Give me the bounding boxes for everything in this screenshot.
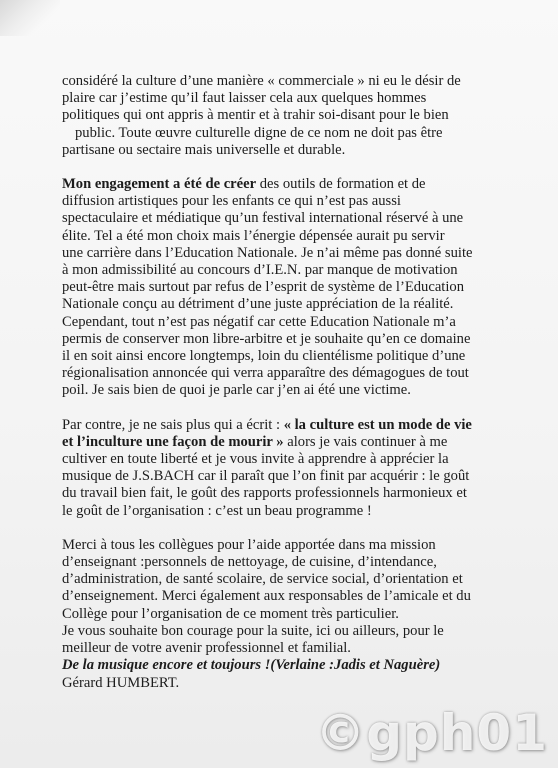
- text-line: poil. Je sais bien de quoi je parle car j’en ai été une victime.: [62, 382, 411, 399]
- text-line: Cependant, tout n’est pas négatif car cette Education Nationale m’a: [62, 313, 456, 330]
- text-line: il en soit ainsi encore longtemps, loin du clientélisme politique d’une: [62, 348, 466, 365]
- text-line: d’administration, de santé scolaire, de service social, d’orientation et: [62, 571, 463, 588]
- text-line: meilleur de votre avenir professionnel et familial.: [62, 640, 351, 657]
- signature: Gérard HUMBERT.: [62, 674, 180, 691]
- text-line: [62, 417, 540, 434]
- text-line: considéré la culture d’une manière « commerciale » ni eu le désir de: [62, 73, 461, 89]
- page-corner-shadow: [0, 0, 60, 36]
- text-line: du travail bien fait, le goût des rapports professionnels harmonieux et: [62, 485, 467, 502]
- text-line: peut-être mais surtout par refus de l’esprit de système de l’Education: [62, 279, 465, 296]
- text-run: Par contre, je ne sais plus qui a écrit :: [62, 416, 284, 433]
- text-line: à mon admissibilité au concours d’I.E.N. par manque de motivation: [62, 262, 458, 279]
- text-line: élite. Tel a été mon choix mais l’énergie dépensée aurait pu servir: [62, 227, 445, 244]
- paragraph-quote: [62, 417, 540, 520]
- text-line: politiques qui ont appris à mentir et à trahir soi-disant pour le bien: [62, 107, 449, 124]
- text-line: régionalisation annoncée qui verra apparaître des démagogues de tout: [62, 365, 469, 382]
- text-line: d’enseignement. Merci également aux responsables de l’amicale et du: [62, 588, 471, 605]
- bold-quote: et l’inculture une façon de mourir »: [62, 433, 284, 450]
- text-line: une carrière dans l’Education Nationale. Je n’ai même pas donné suite: [62, 244, 473, 261]
- text-line: le goût de l’organisation : c’est un beau programme !: [62, 502, 372, 519]
- text-line: Collège pour l’organisation de ce moment très particulier.: [62, 605, 399, 622]
- text-line: Je vous souhaite bon courage pour la suite, ici ou ailleurs, pour le: [62, 622, 444, 639]
- text-line: [62, 176, 540, 193]
- text-line: cultiver en toute liberté et je vous invite à apprendre à apprécier la: [62, 451, 449, 468]
- text-line: Merci à tous les collègues pour l’aide apportée dans ma mission: [62, 536, 436, 553]
- text-line: public. Toute œuvre culturelle digne de ce nom ne doit pas être: [75, 124, 443, 141]
- bold-lead: Mon engagement a été de créer: [62, 176, 257, 193]
- letter-body: [62, 73, 540, 709]
- copyright-watermark: ©gph01: [315, 704, 548, 762]
- text-line: Nationale conçu au détriment d’une juste appréciation de la réalité.: [62, 296, 454, 313]
- text-line: partisane ou sectaire mais universelle et durable.: [62, 141, 346, 158]
- paragraph-engagement: [62, 176, 540, 400]
- text-line: permis de conserver mon libre-arbitre et je souhaite qu’en ce domaine: [62, 330, 471, 347]
- text-line: diffusion artistiques pour les enfants ce qui n’est pas aussi: [62, 193, 401, 210]
- closing-quote: De la musique encore et toujours !(Verlaine :Jadis et Naguère): [62, 657, 441, 674]
- text-line: musique de J.S.BACH car il paraît que l’on finit par acquérir : le goût: [62, 468, 470, 485]
- text-run: alors je vais continuer à me: [283, 433, 448, 450]
- text-line: [62, 434, 540, 451]
- text-run: des outils de formation et de: [256, 176, 426, 193]
- text-line: d’enseignant :personnels de nettoyage, de cuisine, d’intendance,: [62, 554, 437, 571]
- bold-quote: « la culture est un mode de vie: [283, 416, 472, 433]
- text-line: plaire car j’estime qu’il faut laisser cela aux quelques hommes: [62, 90, 427, 107]
- paragraph-thanks: [62, 537, 540, 692]
- text-line: spectaculaire et médiatique qu’un festival international réservé à une: [62, 210, 464, 227]
- paragraph-culture: [62, 73, 540, 159]
